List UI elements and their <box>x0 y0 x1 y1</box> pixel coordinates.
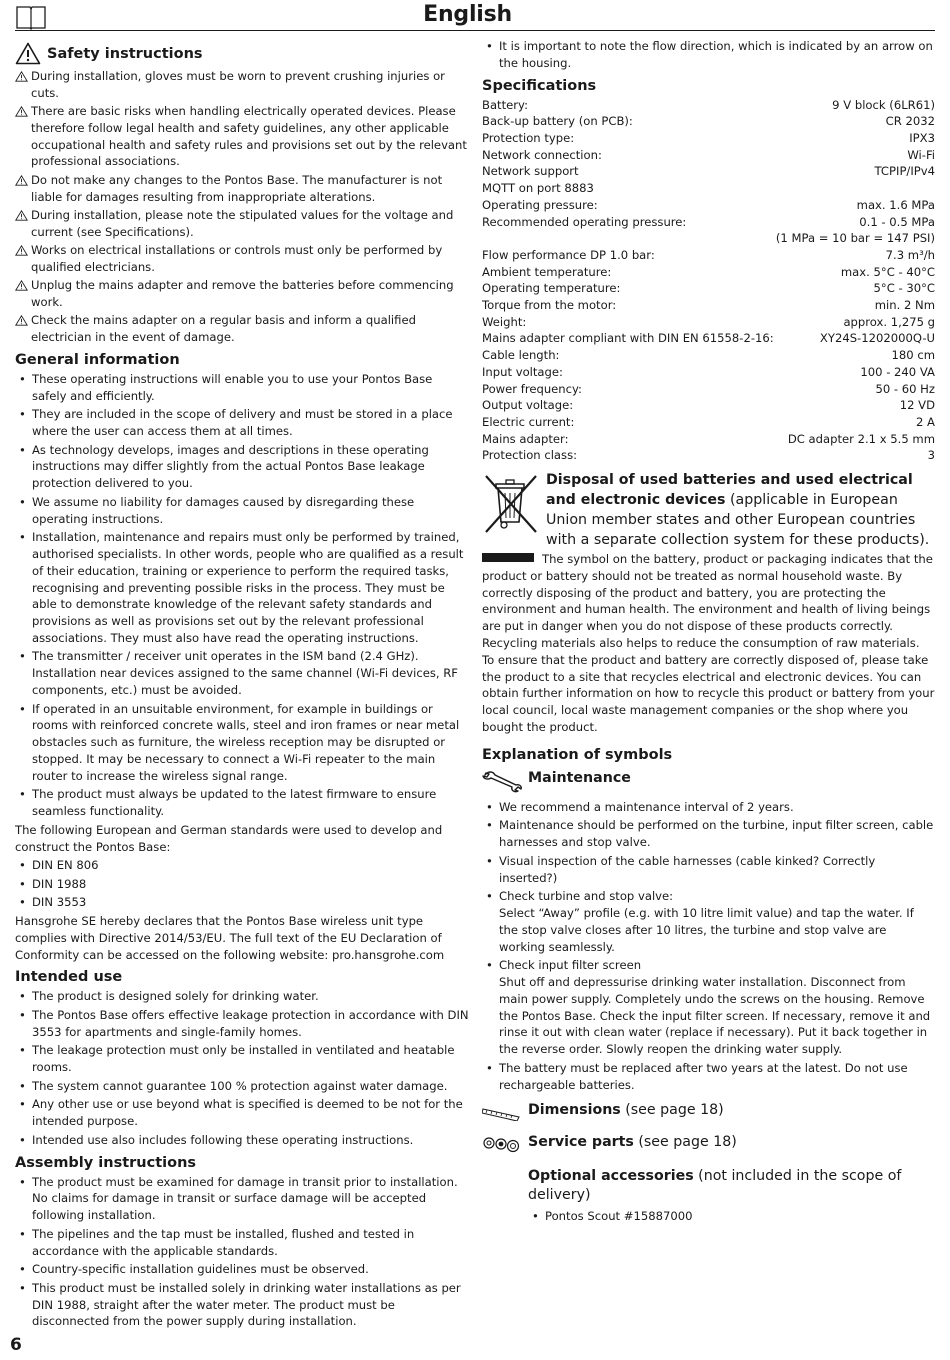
spec-row <box>482 364 935 381</box>
list-item: • Intended use also includes following these operating instructions. <box>15 1132 470 1149</box>
disposal-heading-bold: Disposal of used batteries and used electrical and electronic devices <box>546 472 913 509</box>
spec-row <box>482 347 935 364</box>
header-rule <box>15 30 935 31</box>
dimensions-heading <box>528 1101 724 1120</box>
list-item: • The pipelines and the tap must be installed, flushed and tested in accordance with the applicable standards. <box>15 1226 470 1260</box>
spec-row <box>482 147 935 164</box>
service-parts-bold: Service parts <box>528 1134 634 1151</box>
safety-item-text: Check the mains adapter on a regular basis and inform a qualified electrician in the event of damage. <box>31 313 416 344</box>
safety-item-text: During installation, please note the stipulated values for the voltage and current (see Specifications). <box>31 207 454 239</box>
safety-item <box>15 207 470 241</box>
maintenance-item: • Check turbine and stop valve: Select “Away” profile (e.g. with 10 litre limit value) and tap the water. If the stop valve closes after 10 litres, the turbine and stop valve are working seamlessly. <box>482 888 935 955</box>
list-item: • Any other use or use beyond what is specified is deemed to be not for the intended purpose. <box>15 1096 470 1130</box>
maintenance-item: • Visual inspection of the cable harnesses (cable kinked? Correctly inserted?) <box>482 853 935 887</box>
list-item: • The Pontos Base offers effective leakage protection in accordance with DIN 3553 for apartments and single-family homes. <box>15 1007 470 1041</box>
standard-item: • DIN 3553 <box>15 894 470 911</box>
spec-row <box>482 214 935 231</box>
maintenance-heading-text: Maintenance <box>528 769 631 786</box>
list-item: • We assume no liability for damages caused by disregarding these operating instructions. <box>15 494 470 528</box>
standards-list <box>15 857 470 911</box>
safety-item-text: During installation, gloves must be worn to prevent crushing injuries or cuts. <box>31 69 445 100</box>
spec-value: IPX3 <box>909 131 935 145</box>
optional-rest: (not included in the scope of delivery) <box>528 1168 902 1204</box>
page-number: 6 <box>10 1335 22 1355</box>
spec-value: 180 cm <box>891 348 935 363</box>
spec-row <box>482 247 935 264</box>
optional-accessories-heading <box>528 1167 935 1205</box>
language-title: English <box>423 2 512 27</box>
maintenance-item: • Maintenance should be performed on the turbine, input filter screen, cable harnesses and stop valve. <box>482 817 935 851</box>
safety-item <box>15 242 470 276</box>
spec-value: Wi-Fi <box>907 147 935 162</box>
safety-heading-text: Safety instructions <box>47 45 203 62</box>
spec-value: approx. 1,275 g <box>843 314 935 329</box>
spec-row <box>482 381 935 398</box>
warning-small-icon <box>15 68 31 102</box>
maintenance-item: • Check input filter screen Shut off and depressurise drinking water installation. Disconnect from main power supply. Completely undo the screws on the housing. Remove the Pontos Base. Check the input filter screen. If necessary, remove it and rinse it out with clean water (replace if necessary). Put it back together in the reverse order. Slowly reopen the drinking water supply. <box>482 957 935 1058</box>
warning-small-icon <box>15 277 31 311</box>
spec-row <box>482 280 935 297</box>
spec-label: Protection type: <box>482 131 575 145</box>
spec-value: max. 1.6 MPa <box>856 197 935 212</box>
list-item: • Installation, maintenance and repairs must only be performed by trained, authorised specialists. In other words, people who are qualified as a result of their education, training or experience to perform the required tasks, recognising and preventing possible risks in the process. They must be able to demonstrate knowledge of the relevant safety standards and provisions as well as provisions set out by the relevant professional associations. They must also have read the operating instructions. <box>15 529 470 647</box>
intended-use-list <box>15 988 470 1148</box>
symbols-heading: Explanation of symbols <box>482 746 673 763</box>
list-item: • As technology develops, images and descriptions in these operating instructions may differ slightly from the actual Pontos Base leakage protection delivered to you. <box>15 442 470 492</box>
spec-value: XY24S-1202000Q-U <box>819 331 935 346</box>
general-list <box>15 371 470 820</box>
safety-item-text: Do not make any changes to the Pontos Base. The manufacturer is not liable for damages resulting from inappropriate alterations. <box>31 172 443 204</box>
book-icon <box>15 4 47 30</box>
warning-small-icon <box>15 312 31 346</box>
spec-value: max. 5°C - 40°C <box>840 264 935 279</box>
intended-use-heading: Intended use <box>15 969 123 986</box>
spec-value: 3 <box>927 448 935 463</box>
safety-item-text: Unplug the mains adapter and remove the batteries before commencing work. <box>31 278 454 309</box>
list-item: • The product must always be updated to the latest firmware to ensure seamless functionality. <box>15 786 470 820</box>
list-item: • The system cannot guarantee 100 % protection against water damage. <box>15 1078 470 1095</box>
spec-value: DC adapter 2.1 x 5.5 mm <box>787 431 935 446</box>
standard-item: • DIN EN 806 <box>15 857 470 874</box>
spec-label: Torque from the motor: <box>482 298 617 313</box>
safety-item-text: Works on electrical installations or controls must only be performed by qualified electricians. <box>31 242 443 274</box>
spec-row <box>482 414 935 431</box>
spec-row <box>482 264 935 281</box>
spec-label: Flow performance DP 1.0 bar: <box>482 247 655 262</box>
spec-value: 2 A <box>916 414 935 429</box>
spec-label: Mains adapter compliant with DIN EN 61558-2-16: <box>482 331 774 346</box>
spec-row <box>482 397 935 414</box>
safety-item <box>15 312 470 346</box>
service-parts-rest: (see page 18) <box>633 1134 737 1151</box>
spec-value: 5°C - 30°C <box>873 281 935 296</box>
spec-row <box>482 130 935 147</box>
safety-list <box>15 68 470 346</box>
optional-accessories-list <box>528 1208 935 1225</box>
spec-label: Output voltage: <box>482 398 574 413</box>
ruler-icon <box>482 1101 528 1125</box>
spec-row <box>482 447 935 464</box>
service-parts-icon <box>482 1133 528 1159</box>
list-item: • This product must be installed solely in drinking water installations as per DIN 1988, straight after the water meter. The product must be disconnected from the power supply during installation. <box>15 1280 470 1330</box>
spec-label: Operating temperature: <box>482 281 621 296</box>
safety-item <box>15 68 470 102</box>
service-parts-heading <box>528 1133 737 1152</box>
spec-row <box>482 330 935 347</box>
spec-row <box>482 431 935 448</box>
spec-label: Recommended operating pressure: <box>482 214 687 229</box>
maintenance-item: • We recommend a maintenance interval of 2 years. <box>482 799 935 816</box>
safety-item <box>15 103 470 170</box>
dimensions-rest: (see page 18) <box>620 1102 724 1119</box>
optional-accessories-row <box>482 1167 935 1205</box>
disposal-body <box>482 551 935 736</box>
spec-value: 100 - 240 VA <box>860 364 935 379</box>
warning-triangle-icon <box>15 42 41 65</box>
spec-value: 7.3 m³/h <box>885 247 935 262</box>
list-item: • The leakage protection must only be installed in ventilated and heatable rooms. <box>15 1042 470 1076</box>
spec-label: Protection class: <box>482 448 578 463</box>
maintenance-header <box>482 769 935 797</box>
spec-label: Power frequency: <box>482 381 582 396</box>
spec-row <box>482 314 935 331</box>
maintenance-item: • The battery must be replaced after two years at the latest. Do not use rechargeable batteries. <box>482 1060 935 1094</box>
spec-row <box>482 180 935 197</box>
spec-value: CR 2032 <box>885 114 935 129</box>
spec-label: Input voltage: <box>482 364 563 379</box>
continued-list-item: • It is important to note the flow direction, which is indicated by an arrow on the housing. <box>482 38 935 72</box>
spec-value: 50 - 60 Hz <box>875 381 935 396</box>
declaration-text: Hansgrohe SE hereby declares that the Pontos Base wireless unit type complies with Directive 2014/53/EU. The full text of the EU Declaration of Conformity can be accessed on the following website: pro.hansgrohe.com <box>15 914 445 962</box>
wrench-icon <box>482 769 528 797</box>
black-bar-symbol <box>482 553 534 562</box>
spec-label: MQTT on port 8883 <box>482 181 594 196</box>
disposal-heading-rest: (applicable in European Union member states and other European countries with a separate collection system for these products). <box>546 492 930 549</box>
specifications-table <box>482 97 935 464</box>
list-item: • The product is designed solely for drinking water. <box>15 988 470 1005</box>
list-item: • Pontos Scout #15887000 <box>528 1208 935 1225</box>
spec-label: Network support <box>482 164 579 179</box>
assembly-heading: Assembly instructions <box>15 1154 197 1171</box>
safety-item-text: There are basic risks when handling electrically operated devices. Please therefore follow legal health and safety guidelines, any other applicable occupational health and safety rules and provisions set out by the relevant professional associations. <box>31 104 467 169</box>
warning-small-icon <box>15 207 31 241</box>
safety-item <box>15 172 470 206</box>
spec-label: Cable length: <box>482 348 560 363</box>
spec-row <box>482 163 935 180</box>
list-item: • They are included in the scope of delivery and must be stored in a place where the user can access them at all times. <box>15 406 470 440</box>
spec-row <box>482 230 935 247</box>
spec-label: Ambient temperature: <box>482 264 612 279</box>
spec-label: Weight: <box>482 314 527 329</box>
list-item: • Country-specific installation guidelines must be observed. <box>15 1261 470 1278</box>
spec-label: Mains adapter: <box>482 431 569 446</box>
maintenance-list <box>482 799 935 1094</box>
specifications-heading: Specifications <box>482 77 597 94</box>
spec-label: Back-up battery (on PCB): <box>482 114 633 129</box>
spec-value: 12 VD <box>899 398 935 413</box>
warning-small-icon <box>15 242 31 276</box>
spec-label: Operating pressure: <box>482 197 598 212</box>
spec-value: 9 V block (6LR61) <box>832 97 935 112</box>
standards-intro: The following European and German standards were used to develop and construct the Pontos Base: <box>15 822 443 854</box>
list-item: • These operating instructions will enable you to use your Pontos Base safely and efficiently. <box>15 371 470 405</box>
warning-small-icon <box>15 103 31 170</box>
disposal-heading <box>546 470 935 550</box>
dimensions-row <box>482 1101 935 1125</box>
safety-item <box>15 277 470 311</box>
spec-value: min. 2 Nm <box>874 298 935 313</box>
left-column <box>15 38 470 1332</box>
service-parts-row <box>482 1133 935 1159</box>
spec-value: 0.1 - 0.5 MPa <box>859 214 935 229</box>
dimensions-bold: Dimensions <box>528 1102 621 1119</box>
list-item: • The product must be examined for damage in transit prior to installation. No claims for damage in transit or surface damage will be accepted following installation. <box>15 1174 470 1224</box>
disposal-body-text: The symbol on the battery, product or packaging indicates that the product or battery should not be treated as normal household waste. By correctly disposing of the product and battery, you are protecting the environment and human health. The environment and health of living beings are put in danger when you do not dispose of these products correctly. Recycling materials also helps to reduce the consumption of raw materials. To ensure that the product and battery are correctly disposed of, please take the product to a site that recycles electrical and electronic devices. You can obtain further information on how to recycle this product or battery from your local council, local waste management companies or the shop where you bought the product. <box>482 552 935 735</box>
spec-value: TCPIP/IPv4 <box>874 164 935 179</box>
spec-label: Electric current: <box>482 414 575 429</box>
assembly-list <box>15 1174 470 1331</box>
list-item: • The transmitter / receiver unit operates in the ISM band (2.4 GHz). Installation near devices assigned to the same channel (Wi-Fi devices, RF components, etc.) must be avoided. <box>15 648 470 698</box>
spec-value: (1 MPa = 10 bar = 147 PSI) <box>775 231 935 246</box>
spec-label: Network connection: <box>482 147 602 162</box>
spec-label: Battery: <box>482 97 528 112</box>
safety-heading <box>15 42 470 65</box>
spec-row <box>482 197 935 214</box>
warning-small-icon <box>15 172 31 206</box>
right-column <box>482 38 935 1225</box>
list-item: • If operated in an unsuitable environment, for example in buildings or rooms with reinforced concrete walls, steel and iron frames or near metal obstacles such as furniture, the wireless reception may be disrupted or stopped. It may be necessary to connect a Wi-Fi repeater to the main router to increase the wireless signal range. <box>15 701 470 785</box>
maintenance-heading <box>528 769 631 788</box>
optional-bold: Optional accessories <box>528 1168 694 1185</box>
crossed-out-bin-icon <box>482 470 540 544</box>
spec-row <box>482 297 935 314</box>
disposal-section <box>482 470 935 736</box>
spec-row <box>482 97 935 114</box>
general-heading: General information <box>15 351 180 368</box>
standard-item: • DIN 1988 <box>15 876 470 893</box>
spec-row <box>482 113 935 130</box>
